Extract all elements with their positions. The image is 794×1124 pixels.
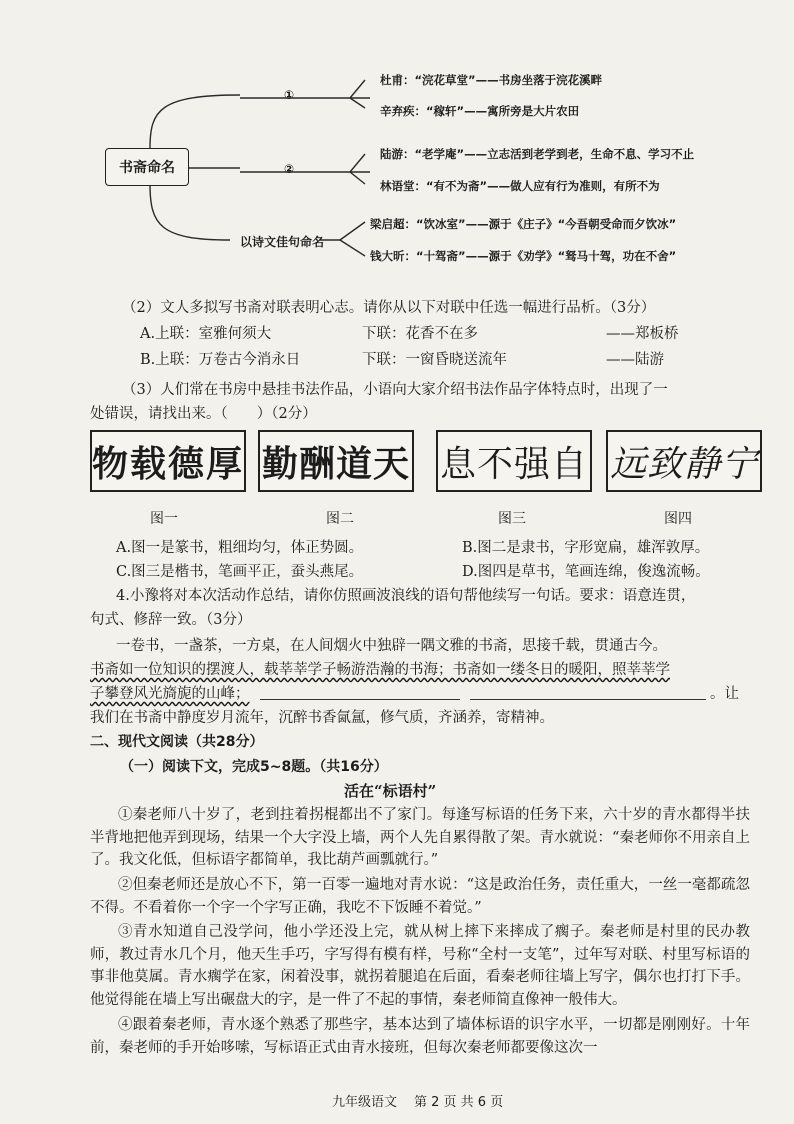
mindmap-leaf-qiandaxin: 钱大昕：“十驾斋”——源于《劝学》“驽马十驾，功在不舍” <box>370 249 677 263</box>
mindmap-root: 书斋命名 <box>105 148 189 186</box>
q4-passage-line1: 一卷书，一盏茶，一方桌，在人间烟火中独辟一隅文雅的书斋，思接千载，贯通古今。 <box>116 638 667 654</box>
article-paragraph-1: ①秦老师八十岁了，老到拄着拐棍都出不了家门。每逢写标语的任务下来，六十岁的青水都得半扶半背地把他弄到现场，结果一个大字没上墙，两个人先自累得散了架。青水就说：“秦老师你不用亲自上了。我文化低，但标语字都简单，我比葫芦画瓢就行。” <box>90 807 750 868</box>
article-paragraph-3: ③青水知道自己没学问，他小学还没上完，就从树上摔下来摔成了瘸子。秦老师是村里的民办教师，教过青水几个月，他天生手巧，字写得有模有样，号称“全村一支笔”，过年写对联、村里写标语的事非他莫属。青水瘸学在家，闲着没事，就拐着腿追在后面，看秦老师往墙上写字，偶尔也打打下手。他觉得能在墙上写出碾盘大的字，是一件了不起的事情，秦老师简直像神一般伟大。 <box>90 924 750 1008</box>
section-2-title: 二、现代文阅读（共28分） <box>90 734 264 750</box>
caption-fig4: 图四 <box>664 511 692 527</box>
q2-option-a-author: ——郑板桥 <box>606 326 679 342</box>
footer-page-number: 第 2 页 共 6 页 <box>414 1095 504 1110</box>
section-2-subtitle: （一）阅读下文，完成5~8题。（共16分） <box>120 759 388 775</box>
calligraphy-image-3: 息不强自 <box>436 430 592 492</box>
q4-wavy-sentence-line2: 子攀登风光旖旎的山峰； <box>90 686 250 702</box>
q4-stem-line2: 句式、修辞一致。（3分） <box>90 612 252 628</box>
q4-passage-tail: 。让 <box>710 686 739 702</box>
q4-passage-line4: 我们在书斋中静度岁月流年，沉醉书香氤氲，修气质，齐涵养，寄精神。 <box>90 710 554 726</box>
q4-answer-blank-1[interactable] <box>260 698 460 700</box>
q3-stem-line1: （3）人们常在书房中悬挂书法作品，小语向大家介绍书法作品字体特点时，出现了一 <box>122 382 668 398</box>
mindmap-branch-1: ① <box>284 88 295 102</box>
article-title: 活在“标语村” <box>344 782 437 800</box>
mindmap-leaf-linyutang: 林语堂：“有不为斋”——做人应有行为准则，有所不为 <box>380 179 660 193</box>
caption-fig3: 图三 <box>498 511 526 527</box>
mindmap-leaf-xinqiji: 辛弃疾：“稼轩”——寓所旁是大片农田 <box>380 104 580 118</box>
q4-stem-line1: 4.小豫将对本次活动作总结，请你仿照画波浪线的语句帮他续写一句话。要求：语意连贯， <box>116 588 696 604</box>
mindmap-branch-3: 以诗文佳句命名 <box>240 235 325 249</box>
caption-fig1: 图一 <box>150 511 178 527</box>
q3-option-d: D.图四是草书，笔画连绵，俊逸流畅。 <box>462 564 710 580</box>
mindmap-branch-2: ② <box>284 162 295 176</box>
article-paragraph-4: ④跟着秦老师，青水逐个熟悉了那些字，基本达到了墙体标语的识字水平，一切都是刚刚好。十年前，秦老师的手开始哆嗦，写标语正式由青水接班，但每次秦老师都要像这次一 <box>90 1017 750 1056</box>
q3-option-c: C.图三是楷书，笔画平正，蚕头燕尾。 <box>116 564 364 580</box>
q2-stem: （2）文人多拟写书斋对联表明心志。请你从以下对联中任选一幅进行品析。（3分） <box>122 300 656 316</box>
mindmap-lines <box>0 0 794 280</box>
mindmap-leaf-liangqichao: 梁启超：“饮冰室”——源于《庄子》“今吾朝受命而夕饮冰” <box>370 217 677 231</box>
q4-wavy-sentence-line1: 书斋如一位知识的摆渡人，载莘莘学子畅游浩瀚的书海；书斋如一缕冬日的暖阳，照莘莘学 <box>90 662 670 678</box>
q4-answer-blank-2[interactable] <box>470 698 706 700</box>
q2-option-b-lower: 下联：一窗昏晓送流年 <box>362 352 507 368</box>
calligraphy-image-4: 远致静宁 <box>606 430 762 492</box>
mindmap-leaf-dufu: 杜甫：“浣花草堂”——书房坐落于浣花溪畔 <box>380 73 603 87</box>
q2-option-a-lower: 下联：花香不在多 <box>362 326 478 342</box>
q2-option-a-upper: A.上联：室雅何须大 <box>140 326 272 342</box>
calligraphy-image-1: 物载德厚 <box>90 430 246 492</box>
caption-fig2: 图二 <box>326 511 354 527</box>
calligraphy-image-2: 勤酬道天 <box>258 430 414 492</box>
q2-option-b-upper: B.上联：万卷古今消永日 <box>140 352 301 368</box>
q3-option-a: A.图一是篆书，粗细均匀，体正势圆。 <box>116 540 364 556</box>
footer-subject: 九年级语文 <box>332 1095 398 1110</box>
q2-option-b-author: ——陆游 <box>606 352 664 368</box>
q3-stem-line2: 处错误，请找出来。（ ）（2分） <box>90 406 317 422</box>
article-paragraph-2: ②但秦老师还是放心不下，第一百零一遍地对青水说：“这是政治任务，责任重大，一丝一毫都疏忽不得。不看着你一个字一个字写正确，我吃不下饭睡不着觉。” <box>90 877 750 916</box>
mindmap-leaf-luyou: 陆游：“老学庵”——立志活到老学到老，生命不息、学习不止 <box>380 147 695 161</box>
q3-option-b: B.图二是隶书，字形宽扁，雄浑敦厚。 <box>462 540 710 556</box>
